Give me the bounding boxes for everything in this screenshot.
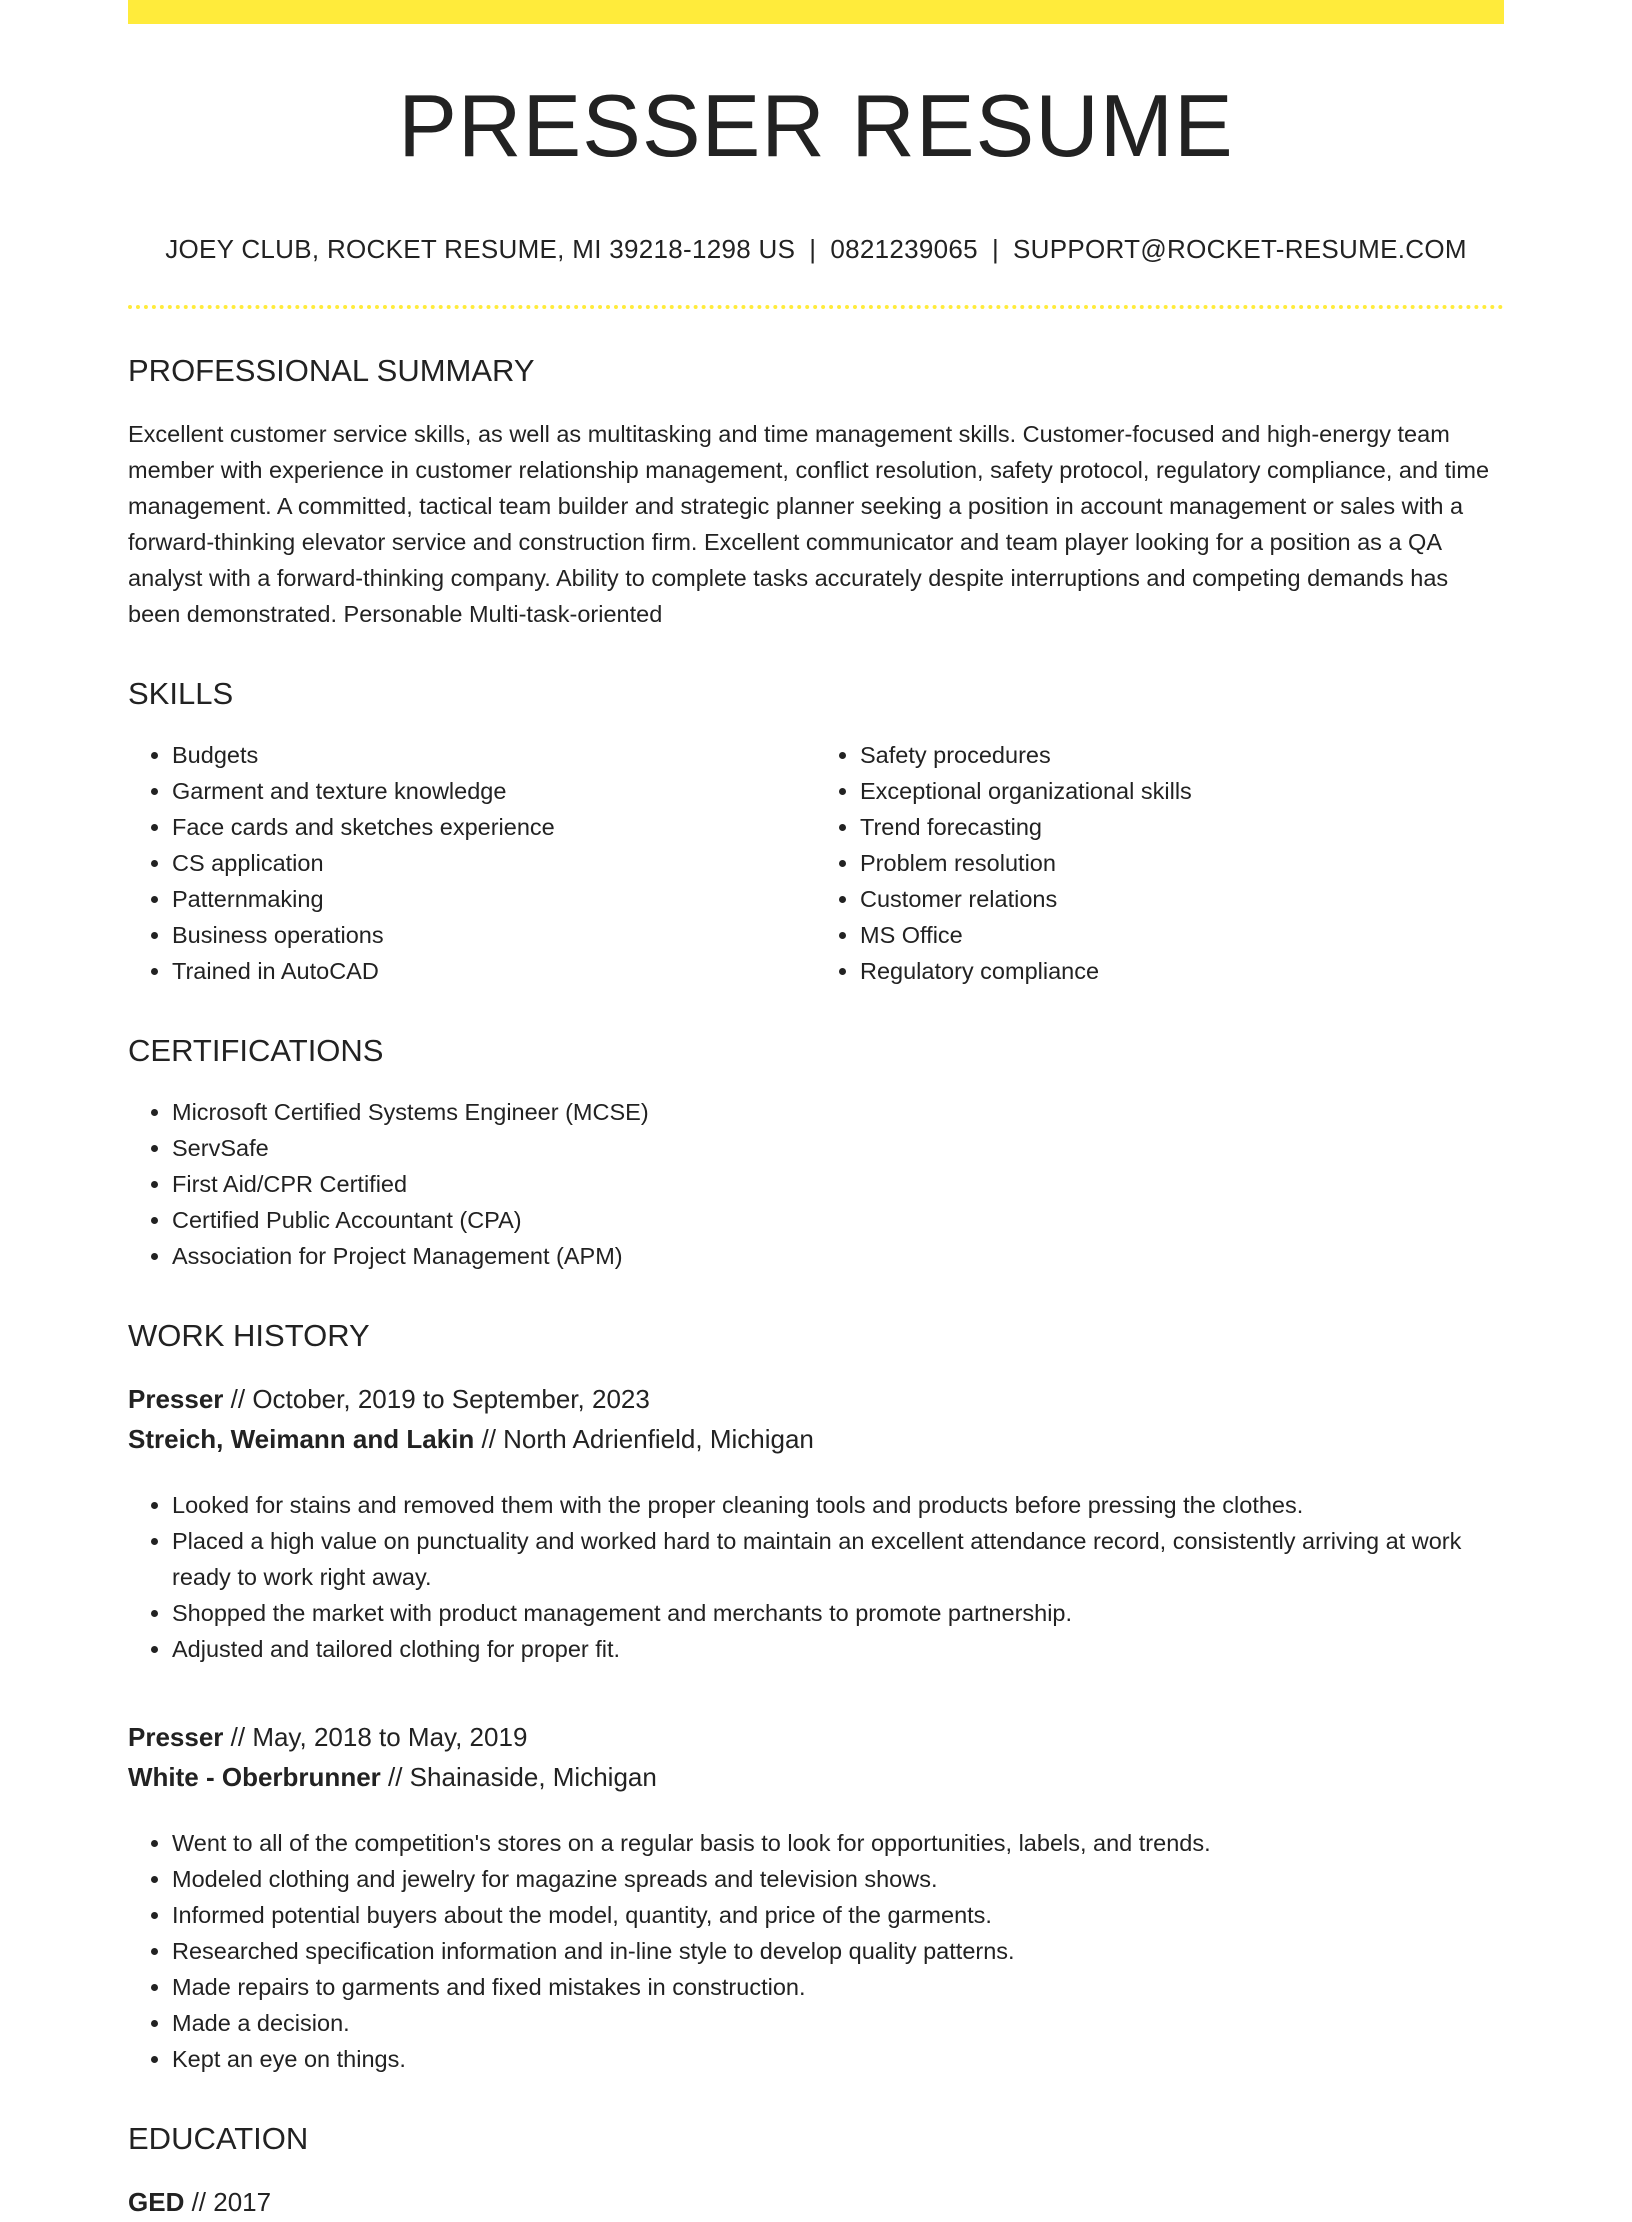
list-item: • Made repairs to garments and fixed mistakes in construction. xyxy=(172,1969,1504,2005)
job-location: // Shainaside, Michigan xyxy=(380,1762,657,1792)
education-year: // 2017 xyxy=(184,2187,272,2217)
contact-email: SUPPORT@ROCKET-RESUME.COM xyxy=(1013,234,1467,264)
job-company: Streich, Weimann and Lakin xyxy=(128,1424,475,1454)
list-item: • Adjusted and tailored clothing for proper fit. xyxy=(172,1631,1504,1667)
list-item: • Face cards and sketches experience xyxy=(172,809,816,845)
list-item: • Safety procedures xyxy=(860,737,1504,773)
job-company-line xyxy=(128,1757,1504,1797)
list-item: • Regulatory compliance xyxy=(860,953,1504,989)
job-dates: // May, 2018 to May, 2019 xyxy=(223,1722,528,1752)
list-item: • Kept an eye on things. xyxy=(172,2041,1504,2077)
contact-line xyxy=(128,234,1504,265)
summary-heading: PROFESSIONAL SUMMARY xyxy=(128,353,535,388)
list-item: • Business operations xyxy=(172,917,816,953)
list-item: • Microsoft Certified Systems Engineer (MCSE) xyxy=(172,1094,1504,1130)
job-title-line xyxy=(128,1717,1504,1757)
summary-text: Excellent customer service skills, as well as multitasking and time management skills. Customer-focused and high-energy team member with experience in customer relationship management, conflict resolution, safety protocol, regulatory compliance, and time management. A committed, tactical team builder and strategic planner seeking a position in account management or sales with a forward-thinking elevator service and construction firm. Excellent communicator and team player looking for a position as a QA analyst with a forward-thinking company. Ability to complete tasks accurately despite interruptions and competing demands has been demonstrated. Personable Multi-task-oriented xyxy=(128,421,1490,627)
list-item: • Budgets xyxy=(172,737,816,773)
list-item: • Garment and texture knowledge xyxy=(172,773,816,809)
contact-phone: 0821239065 xyxy=(830,234,978,264)
contact-separator: | xyxy=(991,234,1000,264)
job-entry xyxy=(128,1717,1504,2077)
list-item: • Made a decision. xyxy=(172,2005,1504,2041)
job-location: // North Adrienfield, Michigan xyxy=(474,1424,814,1454)
list-item: • Association for Project Management (APM) xyxy=(172,1238,1504,1274)
skills-list-right xyxy=(816,737,1504,989)
job-title: Presser xyxy=(128,1722,224,1752)
list-item: • Certified Public Accountant (CPA) xyxy=(172,1202,1504,1238)
education-heading: EDUCATION xyxy=(128,2121,309,2156)
job-company: White - Oberbrunner xyxy=(128,1762,381,1792)
page-title: PRESSER RESUME xyxy=(398,76,1234,175)
contact-address: JOEY CLUB, ROCKET RESUME, MI 39218-1298 US xyxy=(165,234,796,264)
top-accent-bar xyxy=(128,0,1504,24)
certifications-list xyxy=(128,1094,1504,1274)
job-bullets xyxy=(128,1487,1504,1667)
skills-heading: SKILLS xyxy=(128,676,234,711)
job-title-line xyxy=(128,1379,1504,1419)
education-degree: GED xyxy=(128,2187,185,2217)
list-item: • Trained in AutoCAD xyxy=(172,953,816,989)
list-item: • First Aid/CPR Certified xyxy=(172,1166,1504,1202)
skills-list-left xyxy=(128,737,816,989)
skills-columns xyxy=(128,709,1504,989)
list-item: • Looked for stains and removed them with the proper cleaning tools and products before pressing the clothes. xyxy=(172,1487,1504,1523)
certifications-heading: CERTIFICATIONS xyxy=(128,1033,384,1068)
list-item: • ServSafe xyxy=(172,1130,1504,1166)
job-dates: // October, 2019 to September, 2023 xyxy=(223,1384,650,1414)
education-line xyxy=(128,2182,1504,2222)
list-item: • Problem resolution xyxy=(860,845,1504,881)
job-bullets xyxy=(128,1825,1504,2077)
list-item: • Modeled clothing and jewelry for magazine spreads and television shows. xyxy=(172,1861,1504,1897)
list-item: • CS application xyxy=(172,845,816,881)
list-item: • Went to all of the competition's stores on a regular basis to look for opportunities, labels, and trends. xyxy=(172,1825,1504,1861)
job-title: Presser xyxy=(128,1384,224,1414)
list-item: • Patternmaking xyxy=(172,881,816,917)
list-item: • Informed potential buyers about the model, quantity, and price of the garments. xyxy=(172,1897,1504,1933)
list-item: • Customer relations xyxy=(860,881,1504,917)
job-company-line xyxy=(128,1419,1504,1459)
list-item: • Trend forecasting xyxy=(860,809,1504,845)
contact-separator: | xyxy=(809,234,817,264)
dotted-divider xyxy=(128,305,1504,309)
list-item: • MS Office xyxy=(860,917,1504,953)
list-item: • Exceptional organizational skills xyxy=(860,773,1504,809)
job-entry xyxy=(128,1379,1504,1667)
list-item: • Placed a high value on punctuality and worked hard to maintain an excellent attendance record, consistently arriving at work ready to work right away. xyxy=(172,1523,1504,1595)
list-item: • Shopped the market with product management and merchants to promote partnership. xyxy=(172,1595,1504,1631)
resume-page xyxy=(128,0,1504,2222)
work-history-heading: WORK HISTORY xyxy=(128,1318,370,1353)
list-item: • Researched specification information and in-line style to develop quality patterns. xyxy=(172,1933,1504,1969)
